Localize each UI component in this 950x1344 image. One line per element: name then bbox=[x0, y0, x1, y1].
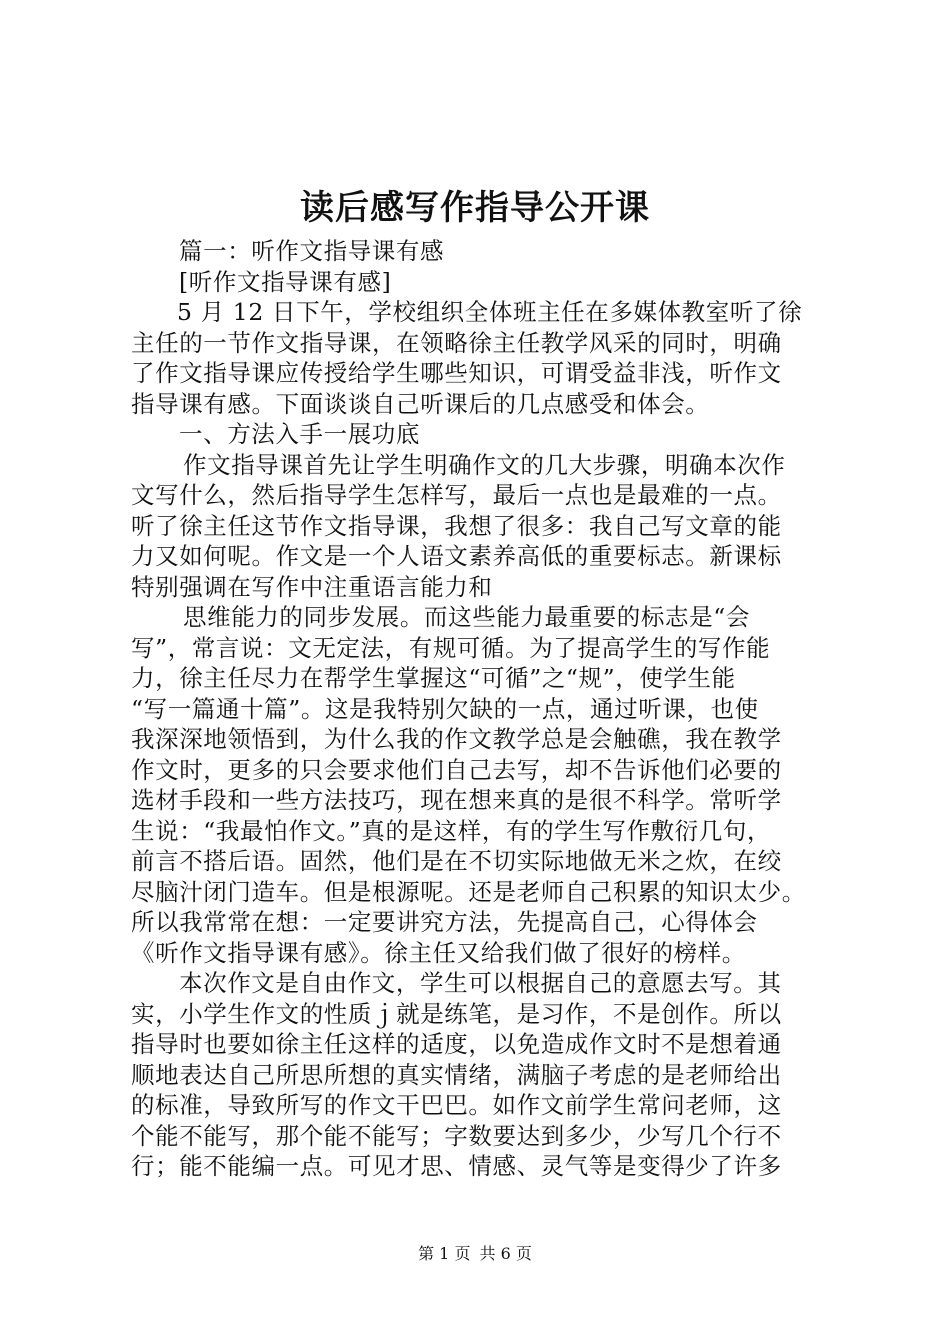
paragraph-line: 《听作文指导课有感》。徐主任又给我们做了很好的榜样。 bbox=[131, 938, 746, 967]
document-title: 读后感写作指导公开课 bbox=[300, 188, 650, 228]
page-footer bbox=[0, 1242, 950, 1266]
section-heading: 篇一：听作文指导课有感 bbox=[179, 237, 445, 265]
paragraph-line: 写”，常言说：文无定法，有规可循。为了提高学生的写作能 bbox=[131, 633, 771, 662]
paragraph-line: 思维能力的同步发展。而这些能力最重要的标志是“会 bbox=[183, 603, 750, 631]
paragraph-line: 选材手段和一些方法技巧，现在想来真的是很不科学。常听学 bbox=[131, 786, 782, 814]
paragraph-line: 我深深地领悟到，为什么我的作文教学总是会触礁，我在教学 bbox=[131, 725, 782, 753]
paragraph-line: 作文时，更多的只会要求他们自己去写，却不告诉他们必要的 bbox=[131, 755, 782, 784]
bracket-heading: [听作文指导课有感] bbox=[179, 267, 392, 296]
paragraph-line: 5 月 12 日下午，学校组织全体班主任在多媒体教室听了徐 bbox=[177, 298, 803, 326]
paragraph-line: 生说：“我最怕作文。”真的是这样，有的学生写作敷衍几句， bbox=[131, 816, 772, 845]
page-number: 第 1 页 bbox=[418, 1244, 471, 1263]
paragraph-line: “写一篇通十篇”。这是我特别欠缺的一点，通过听课，也使 bbox=[131, 694, 759, 723]
paragraph-line: 尽脑汁闭门造车。但是根源呢。还是老师自己积累的知识太少。 bbox=[131, 877, 806, 906]
page-total: 共 6 页 bbox=[479, 1244, 532, 1263]
subsection-heading: 一、方法入手一展功底 bbox=[179, 420, 420, 448]
paragraph-line: 听了徐主任这节作文指导课，我想了很多：我自己写文章的能 bbox=[131, 511, 782, 540]
paragraph-line: 本次作文是自由作文，学生可以根据自己的意愿去写。其 bbox=[179, 969, 782, 997]
paragraph-line: 实，小学生作文的性质ｊ就是练笔，是习作，不是创作。所以 bbox=[131, 999, 782, 1028]
paragraph-line: 特别强调在写作中注重语言能力和 bbox=[131, 572, 493, 601]
paragraph-line: 所以我常常在想：一定要讲究方法，先提高自己，心得体会 bbox=[131, 908, 758, 936]
paragraph-line: 行；能不能编一点。可见才思、情感、灵气等是变得少了许多 bbox=[131, 1152, 782, 1180]
paragraph-line: 了作文指导课应传授给学生哪些知识，可谓受益非浅，听作文 bbox=[131, 359, 782, 387]
paragraph-line: 的标准，导致所写的作文干巴巴。如作文前学生常问老师，这 bbox=[131, 1091, 782, 1119]
paragraph-line: 作文指导课首先让学生明确作文的几大步骤，明确本次作 bbox=[183, 450, 786, 479]
document-body bbox=[131, 236, 831, 1182]
paragraph-line: 个能不能写，那个能不能写；字数要达到多少，少写几个行不 bbox=[131, 1121, 782, 1150]
paragraph-line: 文写什么，然后指导学生怎样写，最后一点也是最难的一点。 bbox=[131, 481, 782, 509]
paragraph-line: 指导课有感。下面谈谈自己听课后的几点感受和体会。 bbox=[131, 389, 710, 418]
paragraph-line: 指导时也要如徐主任这样的适度，以免造成作文时不是想着通 bbox=[131, 1030, 782, 1058]
paragraph-line: 前言不搭后语。固然，他们是在不切实际地做无米之炊，在绞 bbox=[131, 847, 782, 875]
paragraph-line: 主任的一节作文指导课，在领略徐主任教学风采的同时，明确 bbox=[131, 328, 782, 357]
paragraph-line: 顺地表达自己所思所想的真实情绪，满脑子考虑的是老师给出 bbox=[131, 1060, 782, 1089]
paragraph-line: 力，徐主任尽力在帮学生掌握这“可循”之“规”，使学生能 bbox=[131, 664, 736, 692]
paragraph-line: 力又如何呢。作文是一个人语文素养高低的重要标志。新课标 bbox=[131, 542, 782, 570]
